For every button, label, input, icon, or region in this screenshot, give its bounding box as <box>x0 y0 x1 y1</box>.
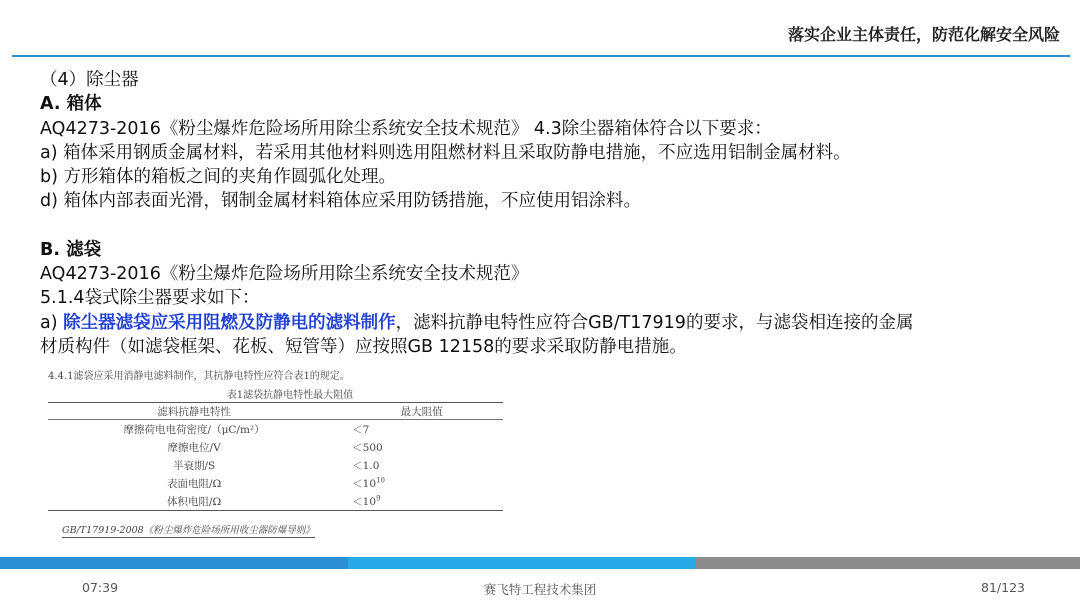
footer-bar-segment <box>348 557 696 569</box>
value-base: ＜10 <box>352 477 377 490</box>
page-number: 81/123 <box>981 580 1025 595</box>
footer-bar-segment <box>696 557 1080 569</box>
section-a-item: b) 方形箱体的箱板之间的夹角作圆弧化处理。 <box>40 167 396 188</box>
table-row <box>48 456 503 474</box>
resistance-table <box>48 402 503 511</box>
footer-bar <box>0 557 1080 569</box>
property-cell: 体积电阻/Ω <box>48 492 340 511</box>
property-cell: 半衰期/S <box>172 459 216 472</box>
section-a-item: a) 箱体采用钢质金属材料，若采用其他材料则选用阻燃材料且采取防静电措施，不应选用铝制金属材料。 <box>40 142 851 163</box>
column-header: 最大阻值 <box>340 403 503 420</box>
standard-source: GB/T17919-2008《粉尘爆炸危险场所用收尘器防爆导则》 <box>62 522 315 538</box>
value-cell: ＜7 <box>352 423 370 436</box>
highlighted-requirement: 除尘器滤袋应采用阻燃及防静电的滤料制作 <box>63 312 396 333</box>
value-cell <box>340 492 503 511</box>
section-b-title: B. 滤袋 <box>40 239 102 260</box>
header-divider <box>12 55 1070 57</box>
value-cell: ＜500 <box>352 441 383 454</box>
section-b-standard: AQ4273-2016《粉尘爆炸危险场所用除尘系统安全技术规范》 <box>40 264 529 285</box>
section-a-item: d) 箱体内部表面光滑，钢制金属材料箱体应采用防锈措施，不应使用铝涂料。 <box>40 191 641 212</box>
slide-content <box>40 68 1060 359</box>
table-row <box>48 474 503 492</box>
table-row <box>48 492 503 511</box>
value-base: ＜10 <box>352 495 377 508</box>
standard-table-title: 表1滤袋抗静电特性最大阻值 <box>226 390 354 401</box>
value-exponent: 9 <box>376 494 381 502</box>
section-heading: （4）除尘器 <box>40 70 139 90</box>
section-b-clause: 5.1.4袋式除尘器要求如下： <box>40 288 260 309</box>
value-cell <box>340 474 503 492</box>
table-row <box>48 420 503 439</box>
section-b-item-line2: 材质构件（如滤袋框架、花板、短管等）应按照GB 12158的要求采取防静电措施。 <box>40 336 687 357</box>
spacer <box>40 214 1060 238</box>
section-a-title: A. 箱体 <box>40 94 102 115</box>
value-exponent: 10 <box>376 476 385 484</box>
item-prefix: a) <box>40 312 64 333</box>
property-cell: 表面电阻/Ω <box>166 477 222 490</box>
footer-company: 赛飞特工程技术集团 <box>483 582 597 597</box>
item-rest: ，滤料抗静电特性应符合GB/T17919的要求，与滤袋相连接的金属 <box>395 312 914 333</box>
footer-time: 07:39 <box>82 580 119 595</box>
property-cell: 摩擦电位/V <box>167 441 221 454</box>
column-header: 滤料抗静电特性 <box>48 403 340 420</box>
footer-bar-segment <box>0 557 348 569</box>
value-cell: ＜1.0 <box>352 459 380 472</box>
property-cell: 摩擦荷电电荷密度/（μC/m²） <box>123 423 265 436</box>
table-header-row <box>48 403 503 420</box>
standard-caption: 4.4.1滤袋应采用消静电滤料制作，其抗静电特性应符合表1的规定。 <box>48 371 350 382</box>
header-title: 落实企业主体责任，防范化解安全风险 <box>787 25 1060 44</box>
table-row <box>48 438 503 456</box>
section-b-item <box>40 311 1060 335</box>
section-a-intro: AQ4273-2016《粉尘爆炸危险场所用除尘系统安全技术规范》 4.3除尘器箱体符合以下要求： <box>40 118 772 139</box>
